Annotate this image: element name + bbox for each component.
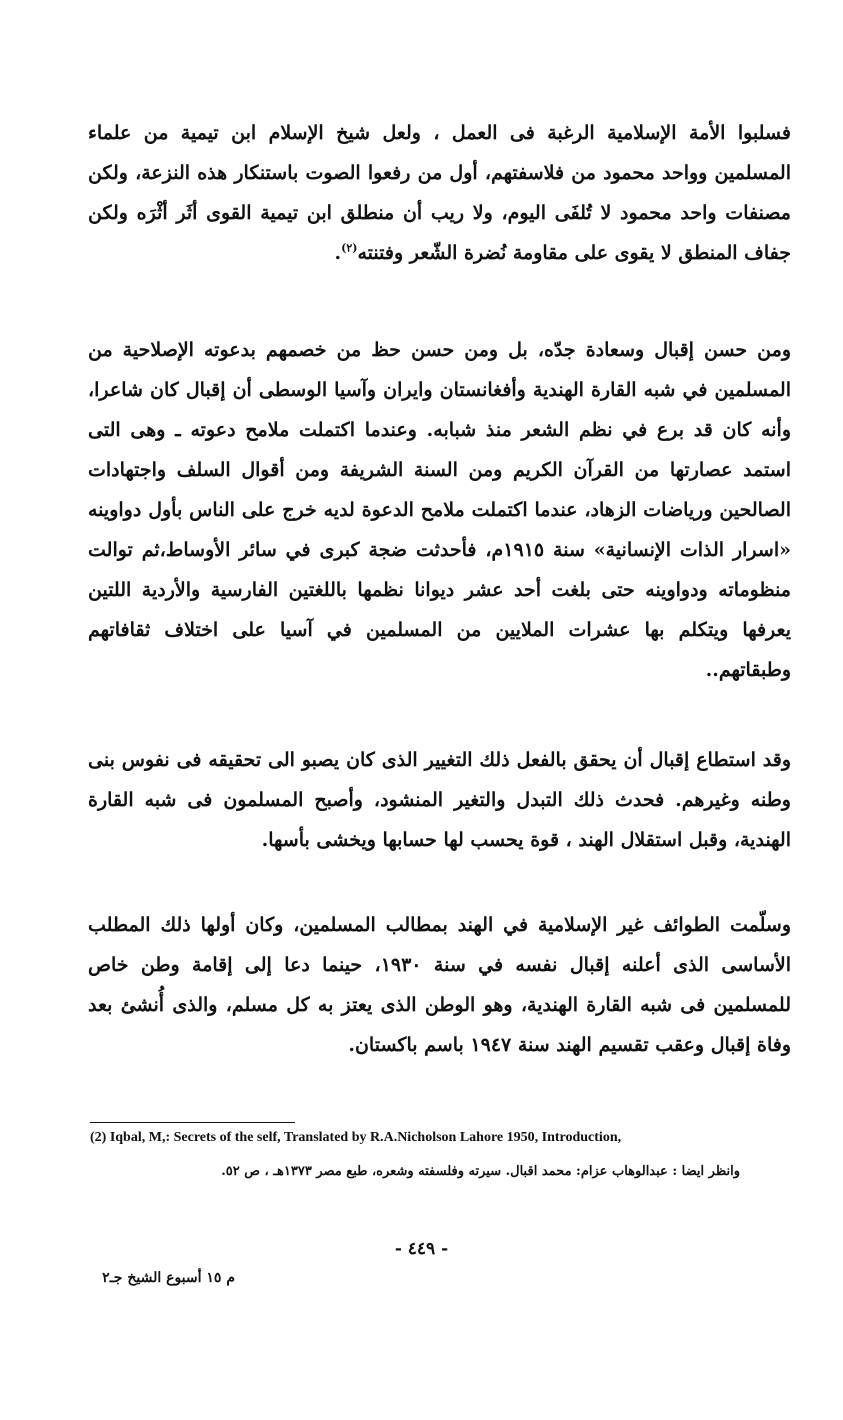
footnote-arabic: وانظر ايضا : عبدالوهاب عزام: محمد اقبال. سيرته وفلسفته وشعره، طبع مصر ١٣٧٣هـ ، ص ٥٢. (221, 1164, 740, 1179)
footnote-divider (90, 1122, 295, 1123)
body-paragraph-2: ومن حسن إقبال وسعادة جدّه، بل ومن حسن حظ من خصمهم بدعوته الإصلاحية من المسلمين في شبه القارة الهندية وأفغانستان وايران وآسيا الوسطى أن إقبال كان شاعرا، وأنه كان قد برع في نظم الشعر منذ شبابه. وعندما اكتملت ملامح دعوته ـ وهى التى استمد عصارتها من القرآن الكريم ومن السنة الشريفة ومن أقوال السلف واجتهادات الصالحين ورياضات الزهاد، عندما اكتملت ملامح الدعوة لديه خرج على الناس بأول دواوينه «اسرار الذات الإنسانية» سنة ١٩١٥م، فأحدثت ضجة كبرى في سائر الأوساط،ثم توالت منظوماته ودواوينه حتى بلغت أحد عشر ديوانا نظمها باللغتين الفارسية والأردية اللتين يعرفها ويتكلم بها عشرات الملايين من المسلمين في آسيا على اختلاف ثقافاتهم وطبقاتهم.. (88, 339, 791, 681)
body-paragraph-4: وسلّمت الطوائف غير الإسلامية في الهند بمطالب المسلمين، وكان أولها ذلك المطلب الأساسى الذى أعلنه إقبال نفسه في سنة ١٩٣٠، حينما دعا إلى إقامة وطن خاص للمسلمين فى شبه القارة الهندية، وهو الوطن الذى يعتز به كل مسلم، والذى أُنشئ بعد وفاة إقبال وعقب تقسيم الهند سنة ١٩٤٧ باسم باكستان. (88, 914, 791, 1056)
page-number: - ٤٤٩ - (394, 1239, 449, 1259)
footnote-english: (2) Iqbal, M,: Secrets of the self, Translated by R.A.Nicholson Lahore 1950, Introduction, (90, 1130, 622, 1145)
body-paragraph-1 (88, 113, 791, 273)
printer-signature: م ١٥ أسبوع الشيخ جـ٢ (102, 1270, 235, 1286)
paragraph-1-end: . (334, 242, 342, 264)
body-paragraph-3: وقد استطاع إقبال أن يحقق بالفعل ذلك التغيير الذى كان يصبو الى تحقيقه فى نفوس بنى وطنه وغيرهم. فحدث ذلك التبدل والتغير المنشود، وأصبح المسلمون فى شبه القارة الهندية، وقبل استقلال الهند ، قوة يحسب لها حسابها ويخشى بأسها. (88, 749, 791, 851)
footnote-reference: (٢) (341, 241, 358, 255)
paragraph-1-text: فسلبوا الأمة الإسلامية الرغبة فى العمل ، ولعل شيخ الإسلام ابن تيمية من علماء المسلمين وواحد محمود من فلاسفتهم، أول من رفعوا الصوت باستنكار هذه النزعة، ولكن مصنفات واحد محمود لا تُلفَى اليوم، ولا ريب أن منطلق ابن تيمية القوى أثَر أثْرَه ولكن جفاف المنطق لا يقوى على مقاومة نُضرة الشّعر وفتنته (88, 122, 791, 264)
